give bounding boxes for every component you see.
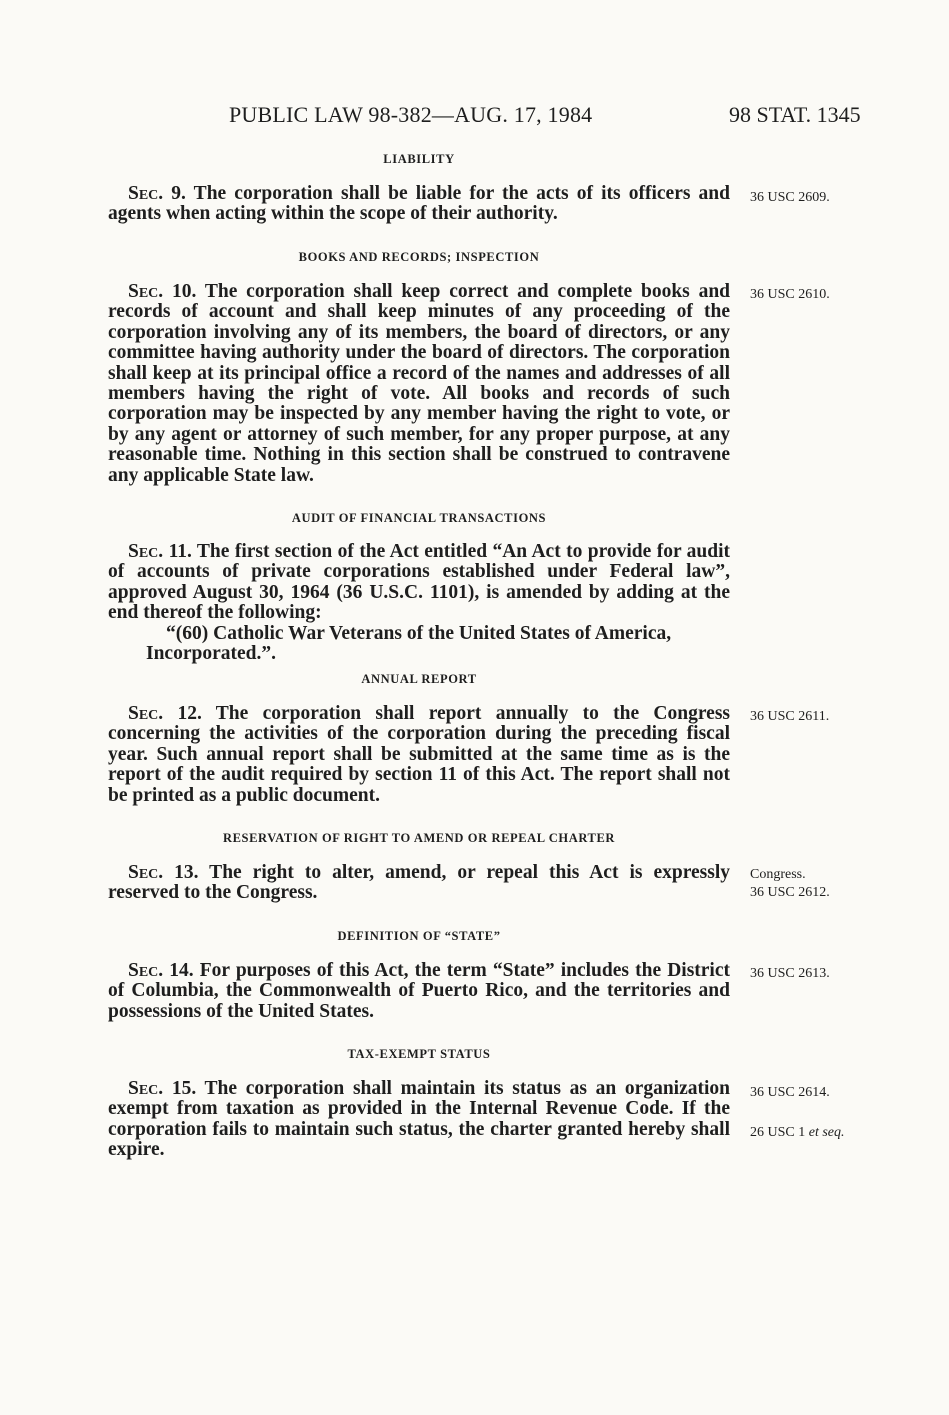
section-text: 14. For purposes of this Act, the term “State” includes the District of Columbia, the Commonwealth of Puerto Rico, and the territories and possessions of the United States. <box>108 960 731 1022</box>
margin-note-citation: 26 USC 1 <box>750 1125 806 1140</box>
margin-note: 36 USC 2611. <box>750 709 830 724</box>
section-label: Sec. <box>128 703 164 724</box>
margin-note: 36 USC 2609. <box>750 190 830 205</box>
section-heading-tax-exempt: TAX-EXEMPT STATUS <box>347 1047 491 1061</box>
section-label: Sec. <box>128 960 164 981</box>
section-text: 12. The corporation shall report annually to the Congress concerning the activities of the corporation during the preceding fiscal year. Such annual report shall be submitted at the same time as is the report of the audit required by section 11 of this Act. The report shall not be printed as a public document. <box>108 703 730 806</box>
section-label: Sec. <box>128 1078 164 1099</box>
section-heading-audit: AUDIT OF FINANCIAL TRANSACTIONS <box>291 511 547 525</box>
section-text: 10. The corporation shall keep correct and complete books and records of account and shall keep minutes of any proceeding of the corporation involving any of its members, the board of directors, or any committee having authority under the board of directors. The corporation shall keep at its principal office a record of the names and addresses of all members having the right of vote. All books and records of such corporation may be inspected by any member having the right to vote, or by any agent or attorney of such member, for any proper purpose, at any reasonable time. Nothing in this section shall be construed to contravene any applicable State law. <box>108 281 731 486</box>
amendment-quote: “(60) Catholic War Veterans of the United States of America, Incorporated.”. <box>146 622 672 665</box>
section-12-body <box>108 704 730 806</box>
margin-note: 36 USC 2612. <box>750 885 830 900</box>
section-11-body <box>108 542 730 664</box>
section-text: 11. The first section of the Act entitled “An Act to provide for audit of accounts of private corporations established under Federal law”, approved August 30, 1964 (36 U.S.C. 1101), is amended by adding at the end thereof the following: <box>108 541 731 624</box>
section-10-body <box>108 282 730 486</box>
section-label: Sec. <box>128 183 164 204</box>
stat-page-number: 98 STAT. 1345 <box>729 102 861 127</box>
margin-note <box>750 1124 845 1142</box>
section-14-body <box>108 961 730 1022</box>
section-heading-annual-report: ANNUAL REPORT <box>361 672 477 686</box>
section-text: 9. The corporation shall be liable for the acts of its officers and agents when acting within the scope of their authority. <box>108 183 730 225</box>
margin-note: 36 USC 2613. <box>750 966 830 981</box>
margin-note: 36 USC 2614. <box>750 1085 830 1100</box>
section-heading-definition: DEFINITION OF “STATE” <box>337 929 501 943</box>
section-heading-reservation: RESERVATION OF RIGHT TO AMEND OR REPEAL CHARTER <box>222 831 616 845</box>
section-label: Sec. <box>128 862 164 883</box>
margin-note: Congress. <box>750 867 806 882</box>
margin-note: 36 USC 2610. <box>750 287 830 302</box>
section-label: Sec. <box>128 281 164 302</box>
section-text: 15. The corporation shall maintain its status as an organization exempt from taxation as provided in the Internal Revenue Code. If the corporation fails to maintain such status, the charter granted hereby shall expire. <box>108 1078 730 1161</box>
section-text: 13. The right to alter, amend, or repeal this Act is expressly reserved to the Congress. <box>108 862 730 904</box>
running-head: PUBLIC LAW 98-382—AUG. 17, 1984 <box>229 102 593 127</box>
section-heading-books-and-records: BOOKS AND RECORDS; INSPECTION <box>298 250 540 264</box>
section-heading-liability: LIABILITY <box>383 152 455 166</box>
margin-note-et-seq: et seq. <box>808 1125 845 1140</box>
section-13-body <box>108 863 730 904</box>
section-9-body <box>108 184 730 225</box>
section-label: Sec. <box>128 541 164 562</box>
section-15-body <box>108 1079 730 1161</box>
